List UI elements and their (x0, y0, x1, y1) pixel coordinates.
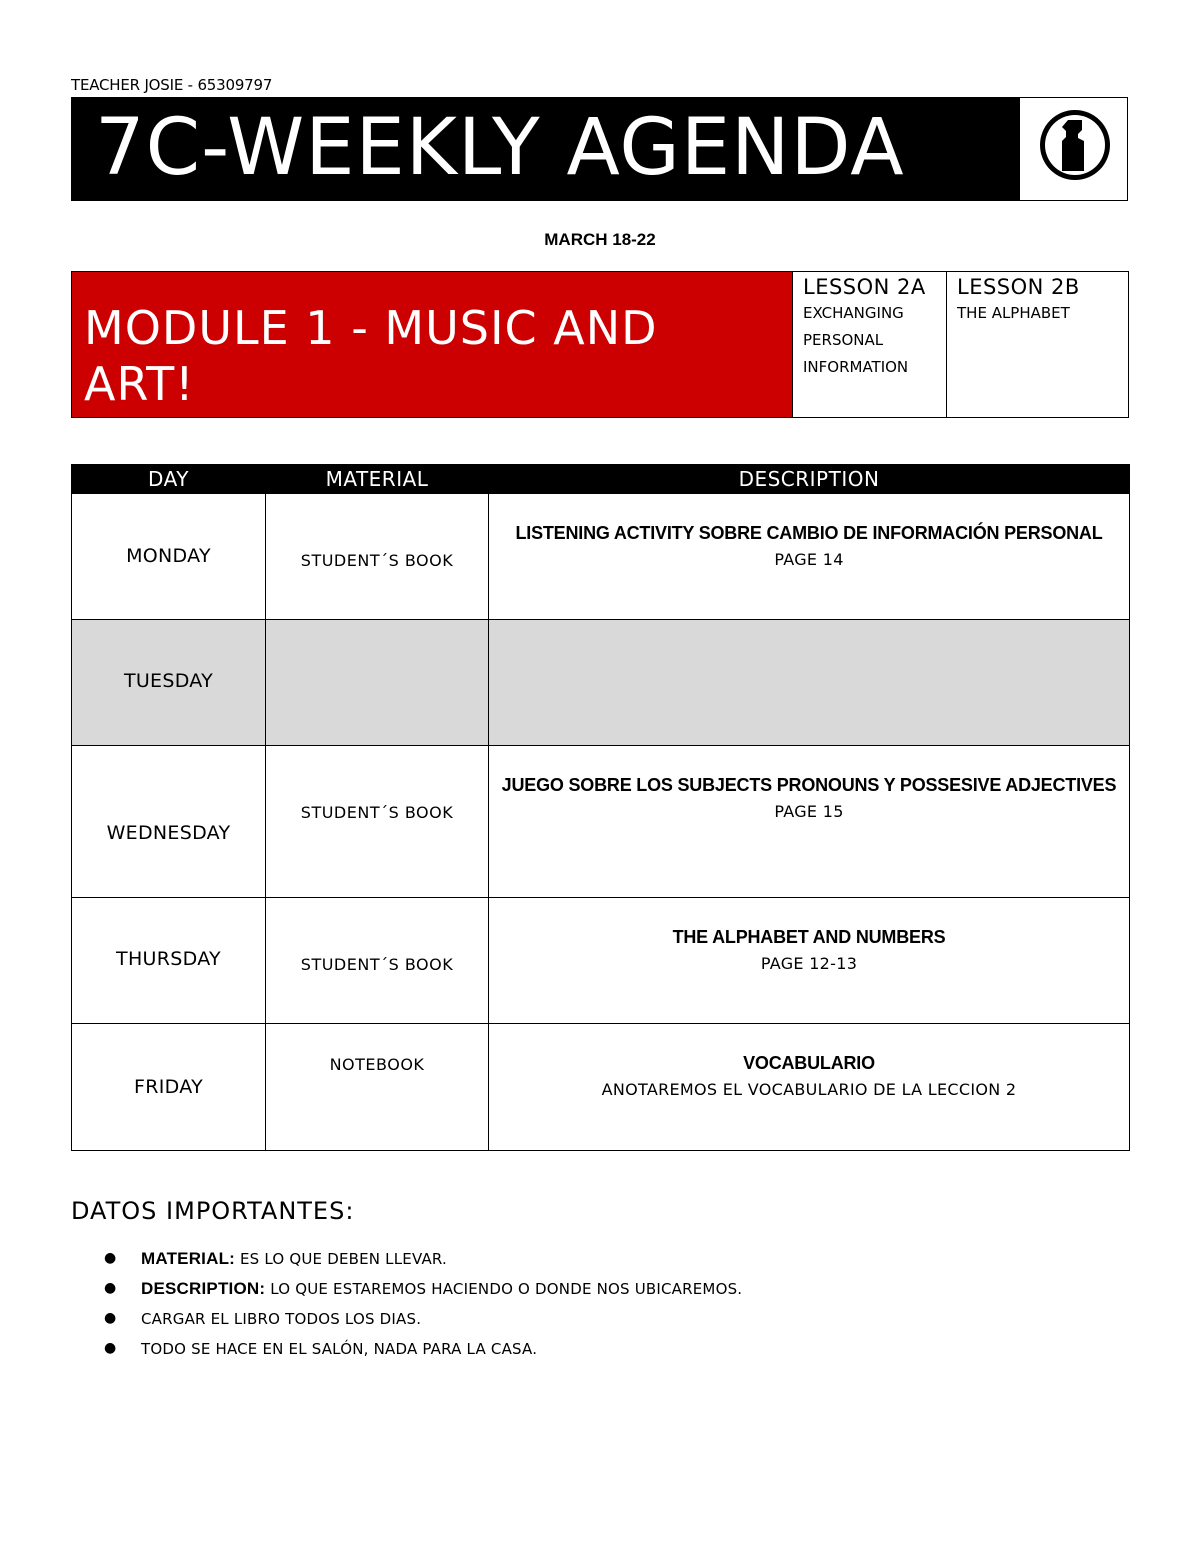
module-banner (71, 271, 793, 418)
description-cell (489, 1024, 1130, 1151)
description-title: VOCABULARIO (743, 1053, 875, 1073)
note-text: LO QUE ESTAREMOS HACIENDO O DONDE NOS UBICAREMOS. (265, 1280, 743, 1298)
material-label: STUDENT´S BOOK (300, 551, 454, 570)
bullet-icon: ● (104, 1340, 117, 1356)
header-material: MATERIAL (266, 465, 489, 494)
page-title: 7C-WEEKLY AGENDA (95, 103, 905, 193)
module-title: MODULE 1 - MUSIC AND ART! (84, 301, 658, 411)
description-title: JUEGO SOBRE LOS SUBJECTS PRONOUNS Y POSSESIVE ADJECTIVES (501, 775, 1117, 795)
table-row (72, 746, 1130, 898)
material-label: NOTEBOOK (329, 1055, 425, 1074)
day-cell (72, 620, 266, 746)
header-day: DAY (72, 465, 266, 494)
day-label: THURSDAY (116, 948, 221, 970)
day-cell (72, 494, 266, 620)
week-dates: MARCH 18-22 (544, 230, 656, 249)
bullet-icon: ● (104, 1310, 117, 1326)
list-item (71, 1274, 742, 1304)
lesson-2a-box (793, 271, 947, 418)
agenda-table (71, 464, 1130, 1151)
title-banner (71, 97, 1020, 201)
material-cell (266, 1024, 489, 1151)
description-cell (489, 620, 1130, 746)
note-text: TODO SE HACE EN EL SALÓN, NADA PARA LA CASA. (141, 1340, 538, 1358)
table-row (72, 620, 1130, 746)
material-cell (266, 746, 489, 898)
description-cell (489, 746, 1130, 898)
material-cell (266, 494, 489, 620)
person-silhouette-icon (1036, 106, 1114, 184)
table-header-row (72, 465, 1130, 494)
day-label: WEDNESDAY (106, 822, 231, 844)
day-cell (72, 898, 266, 1024)
description-detail: ANOTAREMOS EL VOCABULARIO DE LA LECCION 2 (601, 1080, 1017, 1099)
description-cell (489, 898, 1130, 1024)
header-description: DESCRIPTION (489, 465, 1130, 494)
day-cell (72, 746, 266, 898)
teacher-info: TEACHER JOSIE - 65309797 (71, 76, 273, 94)
lesson-title: LESSON 2B (957, 275, 1080, 299)
note-text: ES LO QUE DEBEN LLEVAR. (235, 1250, 447, 1268)
notes-heading: DATOS IMPORTANTES: (71, 1197, 355, 1225)
note-label: MATERIAL: (141, 1249, 236, 1268)
notes-list (71, 1244, 742, 1364)
day-cell (72, 1024, 266, 1151)
material-label: STUDENT´S BOOK (300, 803, 454, 822)
table-row (72, 494, 1130, 620)
bullet-icon: ● (104, 1250, 117, 1266)
description-title: LISTENING ACTIVITY SOBRE CAMBIO DE INFORMACIÓN PERSONAL (515, 523, 1103, 543)
description-detail: PAGE 12-13 (760, 954, 858, 973)
day-label: FRIDAY (134, 1076, 203, 1098)
list-item (71, 1244, 742, 1274)
material-cell (266, 898, 489, 1024)
note-label: DESCRIPTION: (141, 1279, 266, 1298)
description-detail: PAGE 14 (774, 550, 844, 569)
material-label: STUDENT´S BOOK (300, 955, 454, 974)
description-detail: PAGE 15 (774, 802, 844, 821)
list-item (71, 1304, 742, 1334)
day-label: TUESDAY (123, 670, 214, 692)
table-row (72, 898, 1130, 1024)
list-item (71, 1334, 742, 1364)
bullet-icon: ● (104, 1280, 117, 1296)
lesson-title: LESSON 2A (803, 275, 926, 299)
material-cell (266, 620, 489, 746)
lesson-2b-box (947, 271, 1129, 418)
note-text: CARGAR EL LIBRO TODOS LOS DIAS. (141, 1310, 422, 1328)
icon-box (1020, 97, 1128, 201)
description-cell (489, 494, 1130, 620)
description-title: THE ALPHABET AND NUMBERS (672, 927, 946, 947)
day-label: MONDAY (126, 545, 211, 567)
lesson-description: THE ALPHABET (957, 304, 1070, 322)
table-row (72, 1024, 1130, 1151)
lesson-description: EXCHANGING PERSONAL INFORMATION (803, 304, 909, 376)
